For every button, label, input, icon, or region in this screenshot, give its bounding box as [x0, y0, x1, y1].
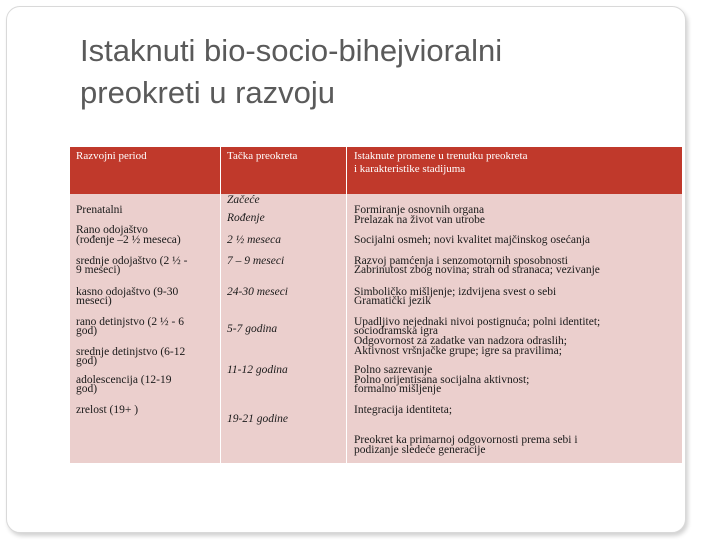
- changes-column: [347, 194, 682, 463]
- change-line: Odgovornost za zadatke van nadzora odraslih;: [354, 335, 567, 347]
- turning-point-line: 19-21 godine: [227, 413, 289, 425]
- change-line: Simboličko mišljenje; izdvijena svest o sebi: [354, 286, 557, 298]
- turning-point-line: Rođenje: [227, 212, 265, 224]
- period-line: srednje odojaštvo (2 ½ -: [76, 255, 188, 267]
- period-line: meseci): [76, 295, 112, 307]
- turning-point-line: 2 ½ meseca: [227, 234, 281, 246]
- header-changes-line-2: i karakteristike stadijuma: [354, 163, 466, 175]
- period-line: 9 meseci): [76, 264, 121, 276]
- period-line: rano detinjstvo (2 ½ - 6: [76, 316, 184, 328]
- turning-point-line: 7 – 9 meseci: [227, 255, 285, 267]
- change-line: Aktivnost vršnjačke grupe; igre sa pravilima;: [354, 345, 562, 357]
- change-line: podizanje sledeće generacije: [354, 444, 486, 456]
- change-line: Polno orijentisana socijalna aktivnost;: [354, 374, 530, 386]
- change-line: formalno mišljenje: [354, 383, 442, 395]
- turning-point-column: [221, 194, 346, 463]
- header-cell-turning-point: [221, 147, 346, 194]
- slide-title-line-1: Istaknuti bio-socio-bihejvioralni: [80, 33, 503, 68]
- change-line: Zabrinutost zbog novina; strah od stranaca; vezivanje: [354, 264, 600, 276]
- period-line: adolescencija (12-19: [76, 374, 172, 386]
- turning-point-line: 24-30 meseci: [227, 286, 288, 298]
- period-line: god): [76, 325, 98, 337]
- period-line: god): [76, 355, 98, 367]
- turning-point-line: Začeće: [227, 194, 260, 206]
- period-line: srednje detinjstvo (6-12: [76, 346, 186, 358]
- slide-title: [80, 30, 680, 114]
- header-cell-changes: [347, 147, 682, 194]
- period-column: [70, 194, 220, 463]
- period-line: (rođenje –2 ½ meseca): [76, 234, 181, 246]
- slide-title-line-2: preokreti u razvoju: [80, 75, 336, 110]
- change-line: Integracija identiteta;: [354, 404, 453, 416]
- change-line: Socijalni osmeh; novi kvalitet majčinskog osećanja: [354, 234, 591, 246]
- turning-point-line: 5-7 godina: [227, 323, 278, 335]
- development-table: [70, 147, 682, 463]
- header-turning-point: Tačka preokreta: [227, 150, 298, 162]
- header-changes-line-1: Istaknute promene u trenutku preokreta: [354, 150, 528, 162]
- period-line: Prenatalni: [76, 204, 123, 216]
- change-line: Formiranje osnovnih organa: [354, 204, 485, 216]
- change-line: Polno sazrevanje: [354, 364, 433, 376]
- header-cell-period: [70, 147, 220, 194]
- period-line: kasno odojaštvo (9-30: [76, 286, 179, 298]
- turning-point-line: 11-12 godina: [227, 364, 288, 376]
- change-line: Razvoj pamćenja i senzomotornih sposobnosti: [354, 255, 568, 267]
- change-line: Gramatički jezik: [354, 295, 431, 307]
- period-line: god): [76, 383, 98, 395]
- header-period: Razvojni period: [76, 150, 147, 162]
- change-line: Prelazak na život van utrobe: [354, 214, 485, 226]
- period-line: Rano odojaštvo: [76, 224, 148, 236]
- change-line: sociodramska igra: [354, 325, 438, 337]
- change-line: Upadljivo nejednaki nivoi postignuća; polni identitet;: [354, 316, 601, 328]
- change-line: Preokret ka primarnoj odgovornosti prema sebi i: [354, 434, 578, 446]
- period-line: zrelost (19+ ): [76, 404, 139, 416]
